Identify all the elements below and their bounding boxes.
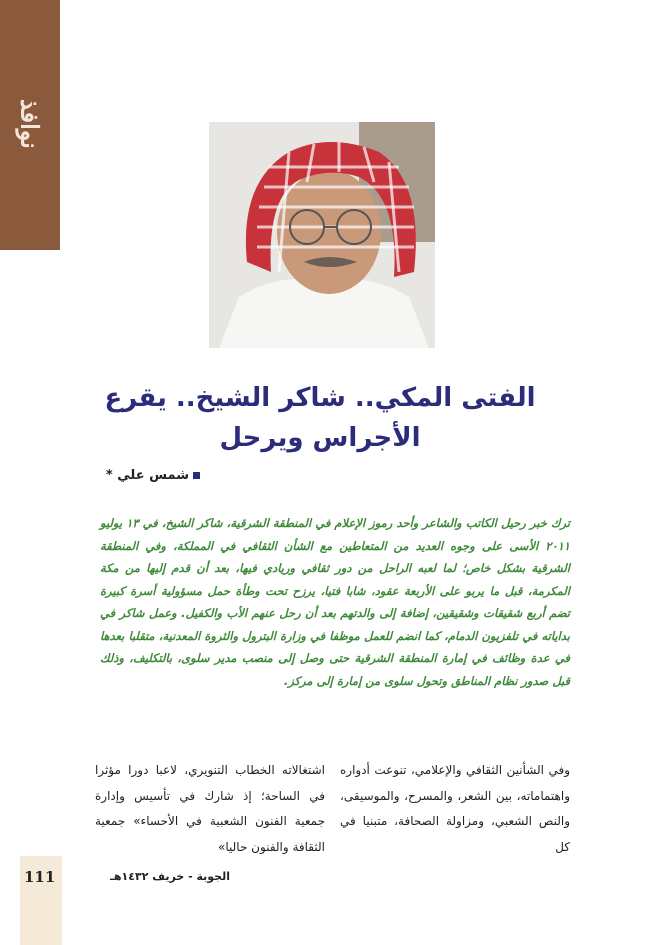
article-title	[80, 378, 560, 458]
section-label: نوافذ	[15, 99, 45, 149]
body-column-right: وفي الشأنين الثقافي والإعلامي، تنوعت أدواره واهتماماته، بين الشعر، والمسرح، والموسيقى، والنص الشعبي، ومزاولة الصحافة، متبنيا في كل	[340, 763, 570, 854]
portrait-illustration	[209, 122, 435, 348]
square-bullet-icon	[193, 472, 200, 479]
author-name: شمس علي *	[105, 468, 189, 483]
title-line-1: الفتى المكي.. شاكر الشيخ.. يقرع	[104, 383, 536, 413]
article-intro: ترك خبر رحيل الكاتب والشاعر وأحد رموز الإعلام في المنطقة الشرقية، شاكر الشيخ، في ١٣ يوليو ٢٠١١ الأسى على وجوه العديد من المتعاطين مع الشأن الثقافي في المملكة، وفي المنطقة الشرقية بشكل خاص؛ لما لعبه الراحل من دور ثقافي وريادي فيها، بعد أن قدم إليها من مكة المكرمة، قبل ما يربو على الأربعة عقود، شابا فتيا، يرزح تحت وطأة حمل مسؤولية أسرة كبيرة تضم أربع شقيقات وشقيقين، إضافة إلى والدتهم بعد أن رحل عنهم الأب والكفيل. وعمل شاكر في بداياته في تلفزيون الدمام، كما انضم للعمل موظفا في وزارة البترول والثروة المعدنية، متقلبا بعدها في عدة وظائف في إمارة المنطقة الشرقية حتى وصل إلى منصب مدير سلوى، بالتكليف، وذلك قبل صدور نظام المناطق وتحول سلوى من إمارة إلى مركز.	[100, 516, 571, 688]
body-column-left: اشتغالاته الخطاب التنويري، لاعبا دورا مؤثرا في الساحة؛ إذ شارك في تأسيس وإدارة جمعية الفنون الشعبية في الأحساء» جمعية الثقافة والفنون حاليا»	[95, 763, 325, 854]
page-number: 111	[24, 868, 56, 886]
author-byline	[100, 468, 200, 483]
author-portrait-photo	[209, 122, 435, 348]
title-line-2: الأجراس ويرحل	[219, 423, 421, 453]
journal-footer: الجوبة - خريف ١٤٣٢هـ	[110, 870, 230, 883]
